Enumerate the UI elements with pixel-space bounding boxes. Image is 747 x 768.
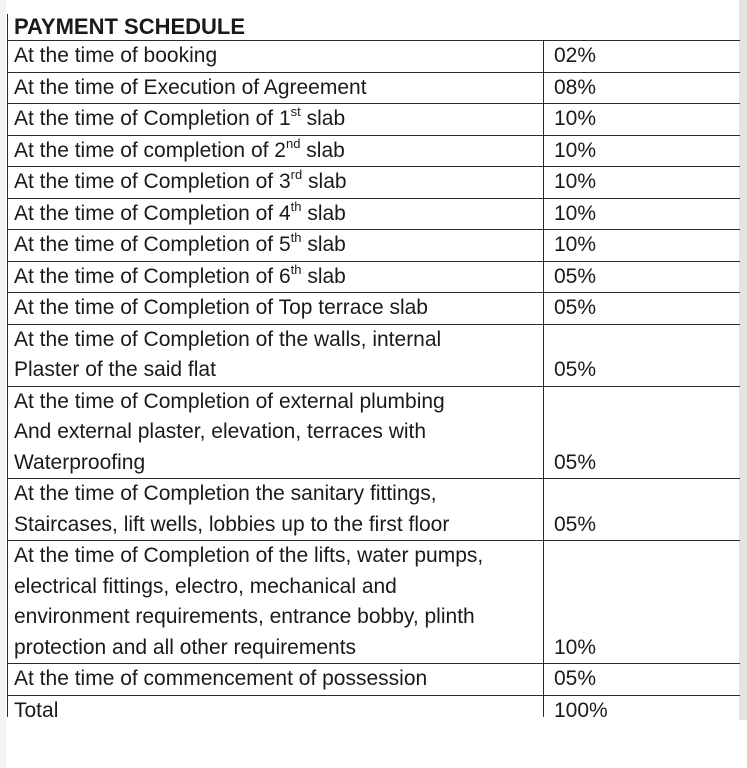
schedule-row xyxy=(8,198,741,230)
schedule-rows xyxy=(8,41,741,718)
ordinal-suffix: nd xyxy=(285,135,301,151)
stage-text-suffix: slab xyxy=(302,170,347,193)
stage-text-line: Waterproofing xyxy=(14,450,146,474)
stage-cell xyxy=(8,167,544,199)
percentage-cell: 10% xyxy=(544,198,741,230)
stage-text-suffix: slab xyxy=(301,264,346,288)
stage-text: At the time of Completion of 1 xyxy=(14,107,291,130)
stage-text-line: electrical fittings, electro, mechanical and xyxy=(14,574,397,598)
stage-cell xyxy=(8,386,544,479)
payment-schedule xyxy=(7,14,740,717)
stage-cell xyxy=(8,479,544,541)
ordinal-suffix: th xyxy=(290,198,302,214)
stage-text-line: environment requirements, entrance bobby, plinth xyxy=(14,605,475,628)
stage-text: At the time of Execution of Agreement xyxy=(14,75,367,99)
schedule-row xyxy=(8,230,741,262)
schedule-row xyxy=(8,541,741,664)
stage-text: At the time of Completion of 5 xyxy=(14,233,291,256)
percentage-cell: 05% xyxy=(544,386,741,479)
percentage-cell: 05% xyxy=(544,324,741,386)
stage-text-line: At the time of Completion the sanitary fittings, xyxy=(14,482,437,505)
stage-cell xyxy=(8,695,544,717)
schedule-row xyxy=(8,167,741,199)
stage-text: At the time of Completion of Top terrace slab xyxy=(14,296,428,319)
percentage-cell: 02% xyxy=(544,41,741,73)
stage-cell xyxy=(8,198,544,230)
stage-cell xyxy=(8,293,544,325)
ordinal-suffix: rd xyxy=(290,167,303,182)
schedule-row xyxy=(8,479,741,541)
percentage-cell: 10% xyxy=(544,104,741,136)
schedule-row xyxy=(8,72,741,104)
stage-text-line: At the time of Completion of the lifts, water pumps, xyxy=(14,544,484,567)
schedule-row xyxy=(8,104,741,136)
percentage-cell: 10% xyxy=(544,167,741,199)
stage-text: At the time of Completion of 4 xyxy=(14,201,291,225)
stage-text-suffix: slab xyxy=(301,233,346,256)
stage-text-suffix: slab xyxy=(300,138,345,162)
stage-cell xyxy=(8,72,544,104)
percentage-cell: 05% xyxy=(544,261,741,293)
ordinal-suffix: st xyxy=(290,104,301,119)
stage-text: At the time of Completion of 6 xyxy=(14,264,291,288)
stage-cell xyxy=(8,135,544,167)
stage-cell xyxy=(8,230,544,262)
schedule-row xyxy=(8,135,741,167)
stage-text-line: Plaster of the said flat xyxy=(14,358,216,381)
stage-text: At the time of Completion of 3 xyxy=(14,170,291,193)
right-edge-shade xyxy=(739,0,747,720)
stage-cell xyxy=(8,324,544,386)
schedule-row xyxy=(8,324,741,386)
stage-cell xyxy=(8,261,544,293)
percentage-cell: 08% xyxy=(544,72,741,104)
schedule-row xyxy=(8,386,741,479)
percentage-cell: 100% xyxy=(544,695,741,717)
percentage-cell: 10% xyxy=(544,541,741,664)
percentage-cell: 05% xyxy=(544,664,741,696)
stage-text-line: And external plaster, elevation, terraces with xyxy=(14,420,427,443)
stage-text: Total xyxy=(14,698,59,717)
stage-cell xyxy=(8,664,544,696)
payment-schedule-table xyxy=(7,14,740,717)
stage-text: At the time of completion of 2 xyxy=(14,138,286,162)
left-edge-shade xyxy=(0,0,6,768)
schedule-row xyxy=(8,695,741,717)
stage-text-line: At the time of Completion of the walls, internal xyxy=(14,327,442,351)
percentage-cell: 10% xyxy=(544,135,741,167)
ordinal-suffix: th xyxy=(290,261,302,277)
stage-text-suffix: slab xyxy=(301,201,346,225)
stage-text-line: At the time of Completion of external plumbing xyxy=(14,389,445,413)
stage-cell xyxy=(8,41,544,73)
percentage-cell: 05% xyxy=(544,293,741,325)
stage-cell xyxy=(8,104,544,136)
ordinal-suffix: th xyxy=(290,230,302,245)
schedule-row xyxy=(8,261,741,293)
stage-text-line: protection and all other requirements xyxy=(14,635,357,659)
schedule-row xyxy=(8,41,741,73)
schedule-title: PAYMENT SCHEDULE xyxy=(8,14,741,41)
stage-cell xyxy=(8,541,544,664)
percentage-cell: 05% xyxy=(544,479,741,541)
schedule-row xyxy=(8,293,741,325)
title-row xyxy=(8,14,741,41)
schedule-row xyxy=(8,664,741,696)
percentage-cell: 10% xyxy=(544,230,741,262)
top-margin xyxy=(0,0,747,14)
stage-text: At the time of commencement of possession xyxy=(14,667,428,690)
stage-text-suffix: slab xyxy=(300,107,346,130)
stage-text-line: Staircases, lift wells, lobbies up to the first floor xyxy=(14,512,450,536)
stage-text: At the time of booking xyxy=(14,44,218,67)
